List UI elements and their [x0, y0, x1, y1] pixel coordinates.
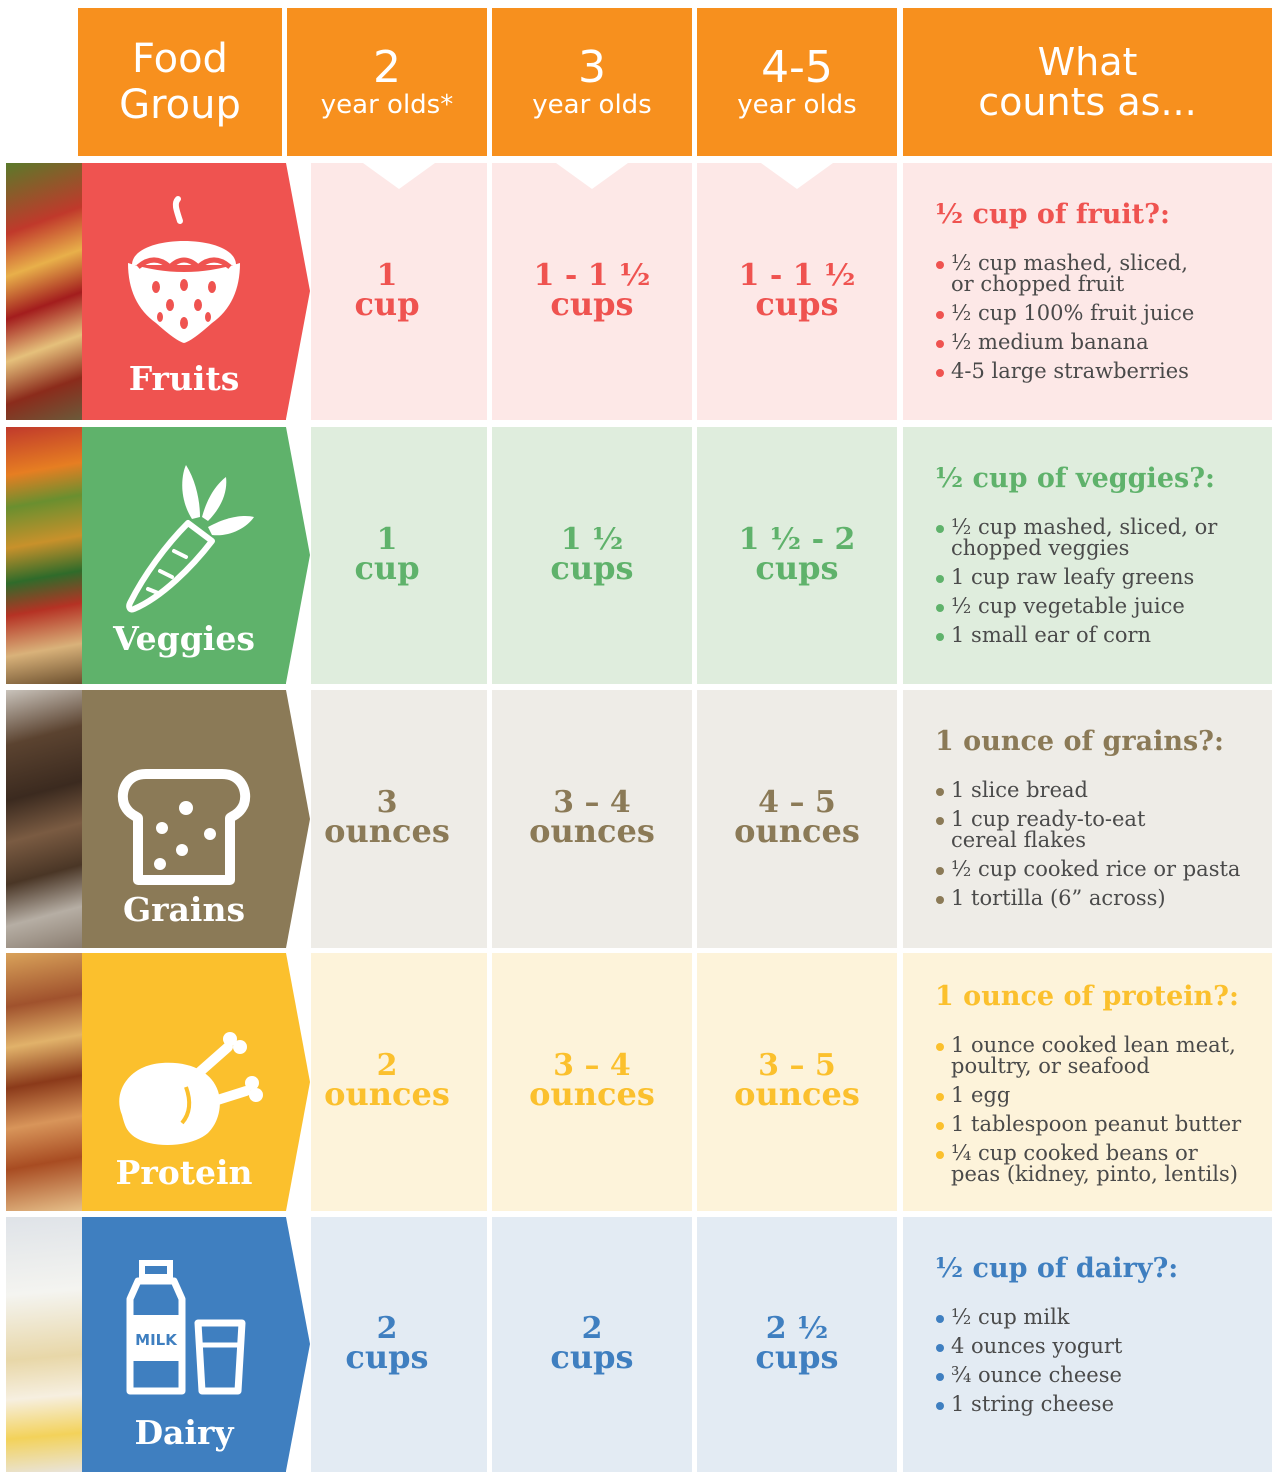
serving-amount: 1 - 1 ½ — [533, 257, 651, 293]
protein-label-cell — [82, 953, 286, 1211]
list-item: 1 tablespoon peanut butter — [935, 1114, 1265, 1135]
protein-age45-cell — [697, 953, 897, 1211]
what-counts-title: 1 ounce of protein?: — [935, 981, 1239, 1012]
veggies-age45-cell — [697, 427, 897, 684]
header-notch — [761, 163, 833, 189]
fruits-age2-cell — [311, 163, 487, 420]
serving-amount: 1 ½ - 2 — [738, 521, 856, 557]
group-name: Veggies — [113, 619, 255, 658]
what-counts-list — [935, 1307, 1265, 1423]
fruits-what-counts-cell — [903, 163, 1272, 420]
serving-unit: cups — [550, 1337, 634, 1376]
list-item: 4 ounces yogurt — [935, 1336, 1265, 1357]
list-item: ¼ cup cooked beans or peas (kidney, pinto, lentils) — [935, 1143, 1265, 1185]
bread-icon-wrapper — [82, 730, 286, 894]
header-food-group — [78, 8, 282, 156]
serving-amount: 2 ½ — [765, 1310, 829, 1346]
strawberry-icon-wrapper — [82, 193, 286, 357]
header-4-5-year-olds — [697, 8, 897, 156]
serving-value — [492, 785, 692, 850]
header-notch — [556, 163, 628, 189]
serving-unit: cups — [755, 284, 839, 323]
dairy-age45-cell — [697, 1217, 897, 1472]
serving-unit: cups — [755, 548, 839, 587]
bullet-icon — [936, 817, 944, 825]
strawberry-icon — [82, 193, 286, 353]
list-item: 1 string cheese — [935, 1394, 1265, 1415]
serving-unit: ounces — [324, 1075, 450, 1113]
grains-label-cell — [82, 690, 286, 948]
what-counts-title: 1 ounce of grains?: — [935, 726, 1224, 757]
header-what-line2: counts as... — [978, 80, 1197, 124]
serving-value — [492, 1310, 692, 1376]
serving-value — [311, 1310, 475, 1376]
list-item: 1 cup raw leafy greens — [935, 567, 1265, 588]
header-3-year-olds — [492, 8, 692, 156]
carrot-icon — [82, 457, 286, 617]
bullet-icon — [936, 525, 944, 533]
bullet-icon — [936, 369, 944, 377]
dairy-what-counts-cell — [903, 1217, 1272, 1472]
serving-unit: cups — [345, 1337, 429, 1376]
serving-unit: cups — [550, 284, 634, 323]
header-age-number: 2 — [373, 42, 401, 93]
grains-what-counts-cell — [903, 690, 1272, 948]
serving-value — [492, 521, 692, 587]
serving-amount: 3 — [376, 785, 398, 820]
group-name: Fruits — [128, 359, 240, 398]
row-arrow — [286, 690, 310, 948]
group-name: Protein — [115, 1153, 253, 1192]
milk-bottle-icon-wrapper — [82, 1241, 286, 1405]
serving-amount: 3 – 4 — [553, 1048, 631, 1083]
what-counts-title: ½ cup of dairy?: — [935, 1253, 1179, 1284]
serving-value — [697, 785, 897, 850]
bullet-icon — [936, 604, 944, 612]
serving-amount: 1 — [376, 257, 398, 293]
header-age-number: 4-5 — [761, 42, 833, 93]
serving-unit: cups — [755, 1337, 839, 1376]
group-name: Grains — [122, 890, 246, 929]
list-item: ½ cup cooked rice or pasta — [935, 859, 1265, 880]
serving-value — [492, 1048, 692, 1113]
bullet-icon — [936, 311, 944, 319]
veggies-age2-cell — [311, 427, 487, 684]
what-counts-title: ½ cup of fruit?: — [935, 199, 1170, 230]
serving-amount: 3 – 5 — [758, 1048, 836, 1083]
header-age-number: 3 — [578, 42, 606, 93]
serving-value — [311, 257, 475, 323]
list-item: 1 small ear of corn — [935, 625, 1265, 646]
serving-unit: cup — [354, 548, 420, 587]
what-counts-list — [935, 780, 1265, 917]
chicken-icon — [82, 1003, 286, 1163]
list-item: 1 egg — [935, 1085, 1265, 1106]
chicken-icon-wrapper — [82, 1003, 286, 1167]
bread-icon — [82, 730, 286, 890]
row-arrow — [286, 427, 310, 683]
what-counts-list — [935, 517, 1265, 654]
header-age-label: year olds* — [320, 90, 454, 120]
bullet-icon — [936, 261, 944, 269]
list-item: ½ cup milk — [935, 1307, 1265, 1328]
serving-amount: 1 — [376, 521, 398, 557]
grains-age2-cell — [311, 690, 487, 948]
row-arrow — [286, 953, 310, 1211]
row-arrow — [286, 1217, 310, 1471]
veggies-age3-cell — [492, 427, 692, 684]
serving-unit: ounces — [529, 1075, 655, 1113]
milk-label: MILK — [135, 1331, 177, 1349]
carrot-icon-wrapper — [82, 457, 286, 621]
bullet-icon — [936, 575, 944, 583]
bullet-icon — [936, 340, 944, 348]
grains-photo — [6, 690, 82, 948]
header-age-label: year olds — [532, 90, 652, 120]
list-item: 4-5 large strawberries — [935, 361, 1265, 382]
list-item: 1 tortilla (6” across) — [935, 888, 1265, 909]
what-counts-title: ½ cup of veggies?: — [935, 463, 1215, 494]
bullet-icon — [936, 1151, 944, 1159]
dairy-photo — [6, 1217, 82, 1472]
bullet-icon — [936, 1402, 944, 1410]
serving-unit: ounces — [734, 812, 860, 850]
header-what-line1: What — [1037, 40, 1138, 84]
serving-unit: cup — [354, 284, 420, 323]
protein-age3-cell — [492, 953, 692, 1211]
serving-amount: 4 – 5 — [758, 785, 836, 820]
list-item: ½ cup mashed, sliced, or chopped veggies — [935, 517, 1265, 559]
list-item: 1 cup ready-to-eat cereal flakes — [935, 809, 1265, 851]
milk-bottle-icon — [82, 1241, 286, 1401]
veggies-what-counts-cell — [903, 427, 1272, 684]
bullet-icon — [936, 1344, 944, 1352]
group-name: Dairy — [134, 1413, 234, 1452]
list-item: ½ medium banana — [935, 332, 1265, 353]
serving-amount: 1 - 1 ½ — [738, 257, 856, 293]
serving-value — [697, 1310, 897, 1376]
serving-amount: 3 – 4 — [553, 785, 631, 820]
veggies-label-cell — [82, 427, 286, 684]
serving-unit: ounces — [529, 812, 655, 850]
serving-value — [697, 257, 897, 323]
bullet-icon — [936, 1093, 944, 1101]
header-food-group-line2: Group — [119, 82, 241, 128]
bullet-icon — [936, 633, 944, 641]
serving-amount: 2 — [376, 1310, 398, 1346]
protein-what-counts-cell — [903, 953, 1272, 1211]
serving-unit: ounces — [734, 1075, 860, 1113]
serving-unit: ounces — [324, 812, 450, 850]
what-counts-list — [935, 253, 1265, 390]
serving-amount: 2 — [376, 1048, 398, 1083]
serving-value — [311, 521, 475, 587]
bullet-icon — [936, 1315, 944, 1323]
list-item: 1 ounce cooked lean meat, poultry, or seafood — [935, 1035, 1265, 1077]
header-notch — [363, 163, 435, 189]
serving-amount: 2 — [581, 1310, 603, 1346]
protein-age2-cell — [311, 953, 487, 1211]
bullet-icon — [936, 788, 944, 796]
grains-age45-cell — [697, 690, 897, 948]
header-what-counts — [903, 8, 1272, 156]
bullet-icon — [936, 896, 944, 904]
header-2-year-olds — [287, 8, 487, 156]
list-item: ½ cup 100% fruit juice — [935, 303, 1265, 324]
list-item: ¾ ounce cheese — [935, 1365, 1265, 1386]
protein-photo — [6, 953, 82, 1211]
serving-value — [311, 1048, 475, 1113]
serving-value — [697, 521, 897, 587]
dairy-age2-cell — [311, 1217, 487, 1472]
fruits-label-cell — [82, 163, 286, 420]
header-food-group-line1: Food — [132, 36, 228, 82]
veggies-photo — [6, 427, 82, 684]
serving-value — [311, 785, 475, 850]
row-arrow — [286, 163, 310, 419]
serving-value — [492, 257, 692, 323]
fruits-photo — [6, 163, 82, 420]
fruits-age3-cell — [492, 163, 692, 420]
dairy-age3-cell — [492, 1217, 692, 1472]
serving-amount: 1 ½ — [560, 521, 624, 557]
what-counts-list — [935, 1035, 1265, 1193]
fruits-age45-cell — [697, 163, 897, 420]
bullet-icon — [936, 1122, 944, 1130]
list-item: 1 slice bread — [935, 780, 1265, 801]
bullet-icon — [936, 1373, 944, 1381]
bullet-icon — [936, 867, 944, 875]
list-item: ½ cup vegetable juice — [935, 596, 1265, 617]
bullet-icon — [936, 1043, 944, 1051]
header-age-label: year olds — [737, 90, 857, 120]
serving-value — [697, 1048, 897, 1113]
serving-unit: cups — [550, 548, 634, 587]
grains-age3-cell — [492, 690, 692, 948]
dairy-label-cell — [82, 1217, 286, 1472]
list-item: ½ cup mashed, sliced, or chopped fruit — [935, 253, 1265, 295]
